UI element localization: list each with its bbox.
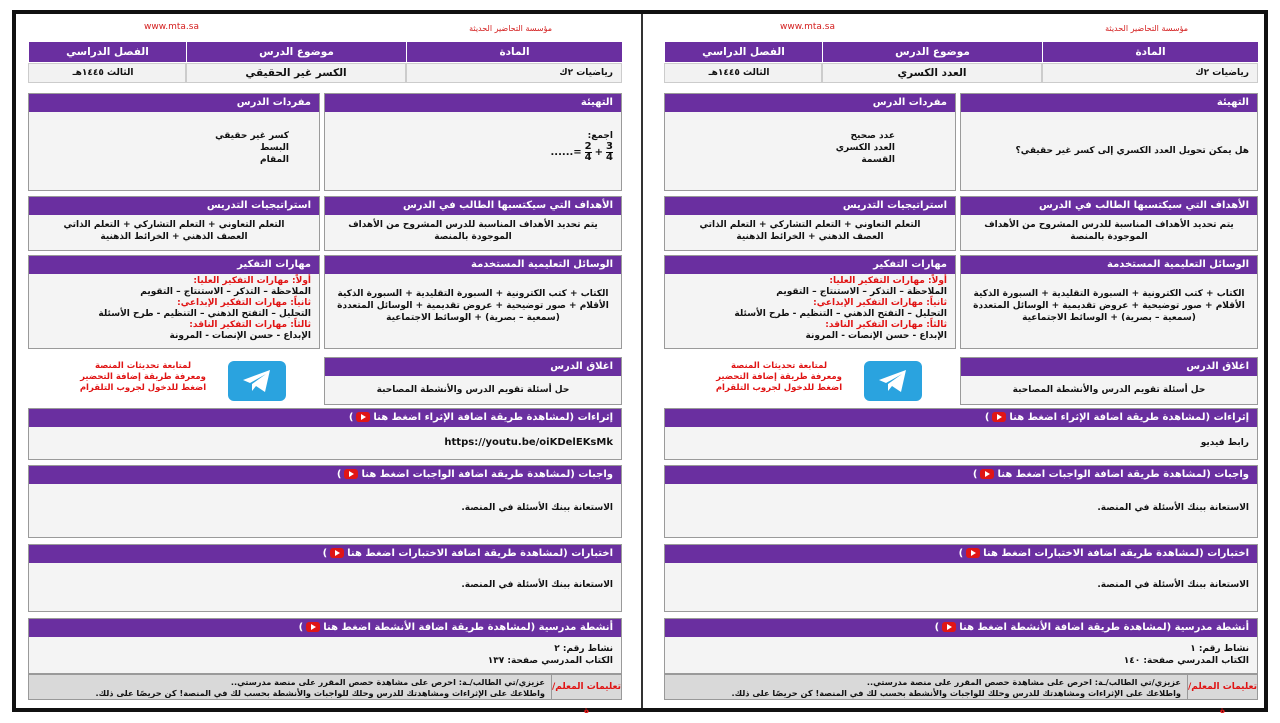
- teacher-notes-line: عزيزي/تي الطالب/ـة: احرص على مشاهدة حصص المقرر على منصة مدرستي..: [230, 677, 545, 687]
- vocab-title: مفردات الدرس: [665, 94, 955, 112]
- info-header-row: [664, 42, 1258, 62]
- top-line: [28, 18, 622, 40]
- info-header-row: [28, 42, 622, 62]
- aids-line: (سمعية – بصرية) + الوسائط الاجتماعية: [1022, 313, 1196, 323]
- aids-title: الوسائل التعليمية المستخدمة: [325, 256, 621, 274]
- strategies-title: استراتيجيات التدريس: [665, 197, 955, 215]
- tests-link[interactable]: (لمشاهدة طريقة اضافة الاختبارات اضغط هنا: [983, 548, 1204, 559]
- homework-section: [28, 465, 622, 538]
- homework-title: واجبات: [1214, 469, 1249, 480]
- enrich-close: ): [984, 412, 990, 423]
- activities-close: ): [298, 622, 304, 633]
- tests-title: اختبارات: [571, 548, 613, 559]
- tests-close: ): [322, 548, 328, 559]
- telegram-promo[interactable]: [28, 353, 320, 407]
- term-value: الثالث ١٤٤٥هـ: [28, 63, 186, 83]
- vocab-section: [28, 93, 320, 191]
- aids-section: [324, 255, 622, 349]
- objectives-title: الأهداف التي سيكتسبها الطالب في الدرس: [325, 197, 621, 215]
- lesson-plan-page-1: [664, 18, 1258, 716]
- book-page: ١٣٧: [487, 656, 505, 666]
- homework-title: واجبات: [578, 469, 613, 480]
- fraction-denominator: 4: [606, 152, 613, 163]
- telegram-text: لمتابعة تحديثات المنصة: [730, 361, 828, 371]
- closure-title: اغلاق الدرس: [325, 358, 621, 376]
- topic-header: موضوع الدرس: [822, 42, 1042, 62]
- enrichment-section: [664, 408, 1258, 460]
- closure-section: [960, 357, 1258, 405]
- closure-title: اغلاق الدرس: [961, 358, 1257, 376]
- teacher-notes: [28, 674, 622, 716]
- fraction-numerator: 2: [584, 141, 592, 152]
- thinking-text: الإبداع - حسن الإنصات - المرونة: [169, 331, 311, 341]
- aids-line: الكتاب + كتب الكترونية + السبورة التقليدية + السبورة الذكية: [973, 289, 1245, 299]
- youtube-icon[interactable]: [992, 412, 1006, 422]
- tests-link[interactable]: (لمشاهدة طريقة اضافة الاختبارات اضغط هنا: [347, 548, 568, 559]
- strategies-section: [664, 196, 956, 251]
- activity-no: ١: [1190, 644, 1196, 654]
- plus-sign: +: [594, 146, 604, 158]
- warmup-text: هل يمكن تحويل العدد الكسري إلى كسر غير حقيقي؟: [1015, 146, 1249, 156]
- tests-text: الاستعانة ببنك الأسئلة في المنصة.: [1097, 580, 1249, 590]
- activities-close: ): [934, 622, 940, 633]
- objectives-section: [324, 196, 622, 251]
- fraction-denominator: 4: [584, 152, 592, 163]
- activities-section: [28, 618, 622, 674]
- topic-value: الكسر غير الحقيقي: [186, 63, 406, 83]
- vocab-section: [664, 93, 956, 191]
- activity-no: ٢: [554, 644, 560, 654]
- tests-text: الاستعانة ببنك الأسئلة في المنصة.: [461, 580, 613, 590]
- thinking-heading: أولاً: مهارات التفكير العليا:: [829, 276, 947, 286]
- homework-link[interactable]: (لمشاهدة طريقة اضافة الواجبات اضغط هنا: [361, 469, 575, 480]
- term-header: الفصل الدراسي: [28, 42, 186, 62]
- thinking-heading: ثانياً: مهارات التفكير الإبداعي:: [177, 298, 311, 308]
- teacher-notes-line: واطلاعك على الإثراءات ومشاهدتك للدرس وحلك للواجبات والأنشطة بحسب لك في المنصة! كن حريصًا على ذلك.: [95, 688, 545, 698]
- strategies-line: التعلم التعاوني + التعلم التشاركي + التعلم الذاتي: [63, 220, 285, 230]
- enrich-link[interactable]: (لمشاهدة طريقة اضافة الإثراء اضغط هنا: [373, 412, 575, 423]
- book-page-label: الكتاب المدرسي صفحة:: [1143, 656, 1249, 666]
- teacher-notes-line: عزيزي/تي الطالب/ـة: احرص على مشاهدة حصص المقرر على منصة مدرستي..: [866, 677, 1181, 687]
- activities-link[interactable]: (لمشاهدة طريقة اضافة الأنشطة اضغط هنا: [323, 622, 536, 633]
- topic-value: العدد الكسري: [822, 63, 1042, 83]
- thinking-heading: ثالثاً: مهارات التفكير الناقد:: [825, 320, 947, 330]
- objectives-text: يتم تحديد الأهداف المناسبة للدرس المشروح من الأهداف الموجودة بالمنصة: [348, 220, 598, 242]
- activities-title: أنشطة مدرسية: [538, 622, 613, 633]
- vocab-item: كسر غير حقيقي: [215, 131, 289, 141]
- topic-header: موضوع الدرس: [186, 42, 406, 62]
- strategies-title: استراتيجيات التدريس: [29, 197, 319, 215]
- enrich-close: ): [348, 412, 354, 423]
- teacher-notes-label: تعليمات المعلم/ة: [1187, 675, 1257, 699]
- thinking-text: الملاحظة – التذكر – الاستنتاج – التقويم: [776, 287, 947, 297]
- thinking-text: التحليل – التفتح الذهني – التنظيم - طرح الأسئلة: [734, 309, 947, 319]
- activities-link[interactable]: (لمشاهدة طريقة اضافة الأنشطة اضغط هنا: [959, 622, 1172, 633]
- activity-no-label: نشاط رقم:: [562, 644, 613, 654]
- subject-header: المادة: [406, 42, 622, 62]
- blank: ......=: [550, 146, 582, 158]
- enrichment-section: [28, 408, 622, 460]
- term-header: الفصل الدراسي: [664, 42, 822, 62]
- homework-section: [664, 465, 1258, 538]
- youtube-icon[interactable]: [980, 469, 994, 479]
- thinking-title: مهارات التفكير: [665, 256, 955, 274]
- fraction-numerator: 3: [606, 141, 613, 152]
- homework-close: ): [336, 469, 342, 480]
- strategies-line: العصف الذهني + الخرائط الذهنية: [736, 232, 884, 242]
- youtube-icon[interactable]: [942, 622, 956, 632]
- subject-value: رياضيات ٢ك: [406, 63, 622, 83]
- telegram-text: لمتابعة تحديثات المنصة: [94, 361, 192, 371]
- telegram-text: اضغط للدخول لجروب التلقرام: [715, 383, 843, 393]
- thinking-text: الملاحظة – التذكر – الاستنتاج – التقويم: [140, 287, 311, 297]
- tests-section: [28, 544, 622, 612]
- info-value-row: [664, 63, 1258, 83]
- strategies-line: التعلم التعاوني + التعلم التشاركي + التعلم الذاتي: [699, 220, 921, 230]
- aids-section: [960, 255, 1258, 349]
- lesson-plan-page-2: [28, 18, 622, 716]
- info-value-row: [28, 63, 622, 83]
- tests-section: [664, 544, 1258, 612]
- page-divider: [641, 14, 643, 708]
- thinking-section: [664, 255, 956, 349]
- enrich-title: إثراءات: [577, 412, 613, 423]
- thinking-heading: ثانياً: مهارات التفكير الإبداعي:: [813, 298, 947, 308]
- vocab-item: المقام: [260, 155, 289, 165]
- telegram-icon[interactable]: [228, 361, 286, 401]
- thinking-text: الإبداع - حسن الإنصات - المرونة: [805, 331, 947, 341]
- aids-line: الأقلام + صور توضيحية + عروض تقديمية + الوسائل المتعددة: [337, 301, 609, 311]
- vocab-item: العدد الكسري: [835, 143, 895, 153]
- objectives-section: [960, 196, 1258, 251]
- thinking-text: التحليل – التفتح الذهني – التنظيم - طرح الأسئلة: [98, 309, 311, 319]
- warmup-section: [960, 93, 1258, 191]
- subject-value: رياضيات ٢ك: [1042, 63, 1258, 83]
- subject-header: المادة: [1042, 42, 1258, 62]
- site-url[interactable]: www.mta.sa: [144, 22, 199, 32]
- youtube-icon[interactable]: [306, 622, 320, 632]
- vocab-item: عدد صحيح: [850, 131, 895, 141]
- warmup-section: [324, 93, 622, 191]
- warmup-label: اجمع:: [587, 131, 613, 141]
- activities-title: أنشطة مدرسية: [1174, 622, 1249, 633]
- youtube-icon[interactable]: [344, 469, 358, 479]
- teacher-notes-label: تعليمات المعلم/ة: [551, 675, 621, 699]
- thinking-section: [28, 255, 320, 349]
- tests-close: ): [958, 548, 964, 559]
- thinking-title: مهارات التفكير: [29, 256, 319, 274]
- aids-line: (سمعية – بصرية) + الوسائط الاجتماعية: [386, 313, 560, 323]
- closure-text: حل أسئلة تقويم الدرس والأنشطة المصاحبة: [376, 385, 570, 395]
- term-value: الثالث ١٤٤٥هـ: [664, 63, 822, 83]
- teacher-notes-line: واطلاعك على الإثراءات ومشاهدتك للدرس وحلك للواجبات والأنشطة بحسب لك في المنصة! كن حريصًا على ذلك.: [731, 688, 1181, 698]
- homework-text: الاستعانة ببنك الأسئلة في المنصة.: [1097, 503, 1249, 513]
- closure-section: [324, 357, 622, 405]
- homework-close: ): [972, 469, 978, 480]
- warmup-title: التهيئة: [325, 94, 621, 112]
- closure-text: حل أسئلة تقويم الدرس والأنشطة المصاحبة: [1012, 385, 1206, 395]
- objectives-text: يتم تحديد الأهداف المناسبة للدرس المشروح من الأهداف الموجودة بالمنصة: [984, 220, 1234, 242]
- book-page: ١٤٠: [1123, 656, 1141, 666]
- thinking-heading: ثالثاً: مهارات التفكير الناقد:: [189, 320, 311, 330]
- enrich-link-url[interactable]: https://youtu.be/oiKDelEKsMk: [444, 437, 613, 448]
- aids-title: الوسائل التعليمية المستخدمة: [961, 256, 1257, 274]
- telegram-text: ومعرفة طريقة إضافة التحضير: [80, 372, 206, 382]
- youtube-icon[interactable]: [356, 412, 370, 422]
- telegram-text: ومعرفة طريقة إضافة التحضير: [716, 372, 842, 382]
- tests-title: اختبارات: [1207, 548, 1249, 559]
- strategies-line: العصف الذهني + الخرائط الذهنية: [100, 232, 248, 242]
- aids-line: الأقلام + صور توضيحية + عروض تقديمية + الوسائل المتعددة: [973, 301, 1245, 311]
- enrich-text[interactable]: رابط فيديو: [1200, 438, 1249, 448]
- objectives-title: الأهداف التي سيكتسبها الطالب في الدرس: [961, 197, 1257, 215]
- telegram-text: اضغط للدخول لجروب التلقرام: [79, 383, 207, 393]
- vocab-item: القسمة: [861, 155, 895, 165]
- org-name: مؤسسة التحاضير الحديثة: [469, 24, 552, 33]
- activity-no-label: نشاط رقم:: [1198, 644, 1249, 654]
- site-url[interactable]: www.mta.sa: [780, 22, 835, 32]
- telegram-promo[interactable]: [664, 353, 956, 407]
- top-line: [664, 18, 1258, 40]
- homework-text: الاستعانة ببنك الأسئلة في المنصة.: [461, 503, 613, 513]
- homework-link[interactable]: (لمشاهدة طريقة اضافة الواجبات اضغط هنا: [997, 469, 1211, 480]
- enrich-title: إثراءات: [1213, 412, 1249, 423]
- vocab-item: البسط: [260, 143, 289, 153]
- telegram-icon[interactable]: [864, 361, 922, 401]
- aids-line: الكتاب + كتب الكترونية + السبورة التقليدية + السبورة الذكية: [337, 289, 609, 299]
- youtube-icon[interactable]: [330, 548, 344, 558]
- youtube-icon[interactable]: [966, 548, 980, 558]
- vocab-title: مفردات الدرس: [29, 94, 319, 112]
- warmup-equation: [551, 142, 614, 163]
- org-name: مؤسسة التحاضير الحديثة: [1105, 24, 1188, 33]
- enrich-link[interactable]: (لمشاهدة طريقة اضافة الإثراء اضغط هنا: [1009, 412, 1211, 423]
- book-page-label: الكتاب المدرسي صفحة:: [507, 656, 613, 666]
- warmup-title: التهيئة: [961, 94, 1257, 112]
- activities-section: [664, 618, 1258, 674]
- thinking-heading: أولاً: مهارات التفكير العليا:: [193, 276, 311, 286]
- strategies-section: [28, 196, 320, 251]
- teacher-notes: [664, 674, 1258, 716]
